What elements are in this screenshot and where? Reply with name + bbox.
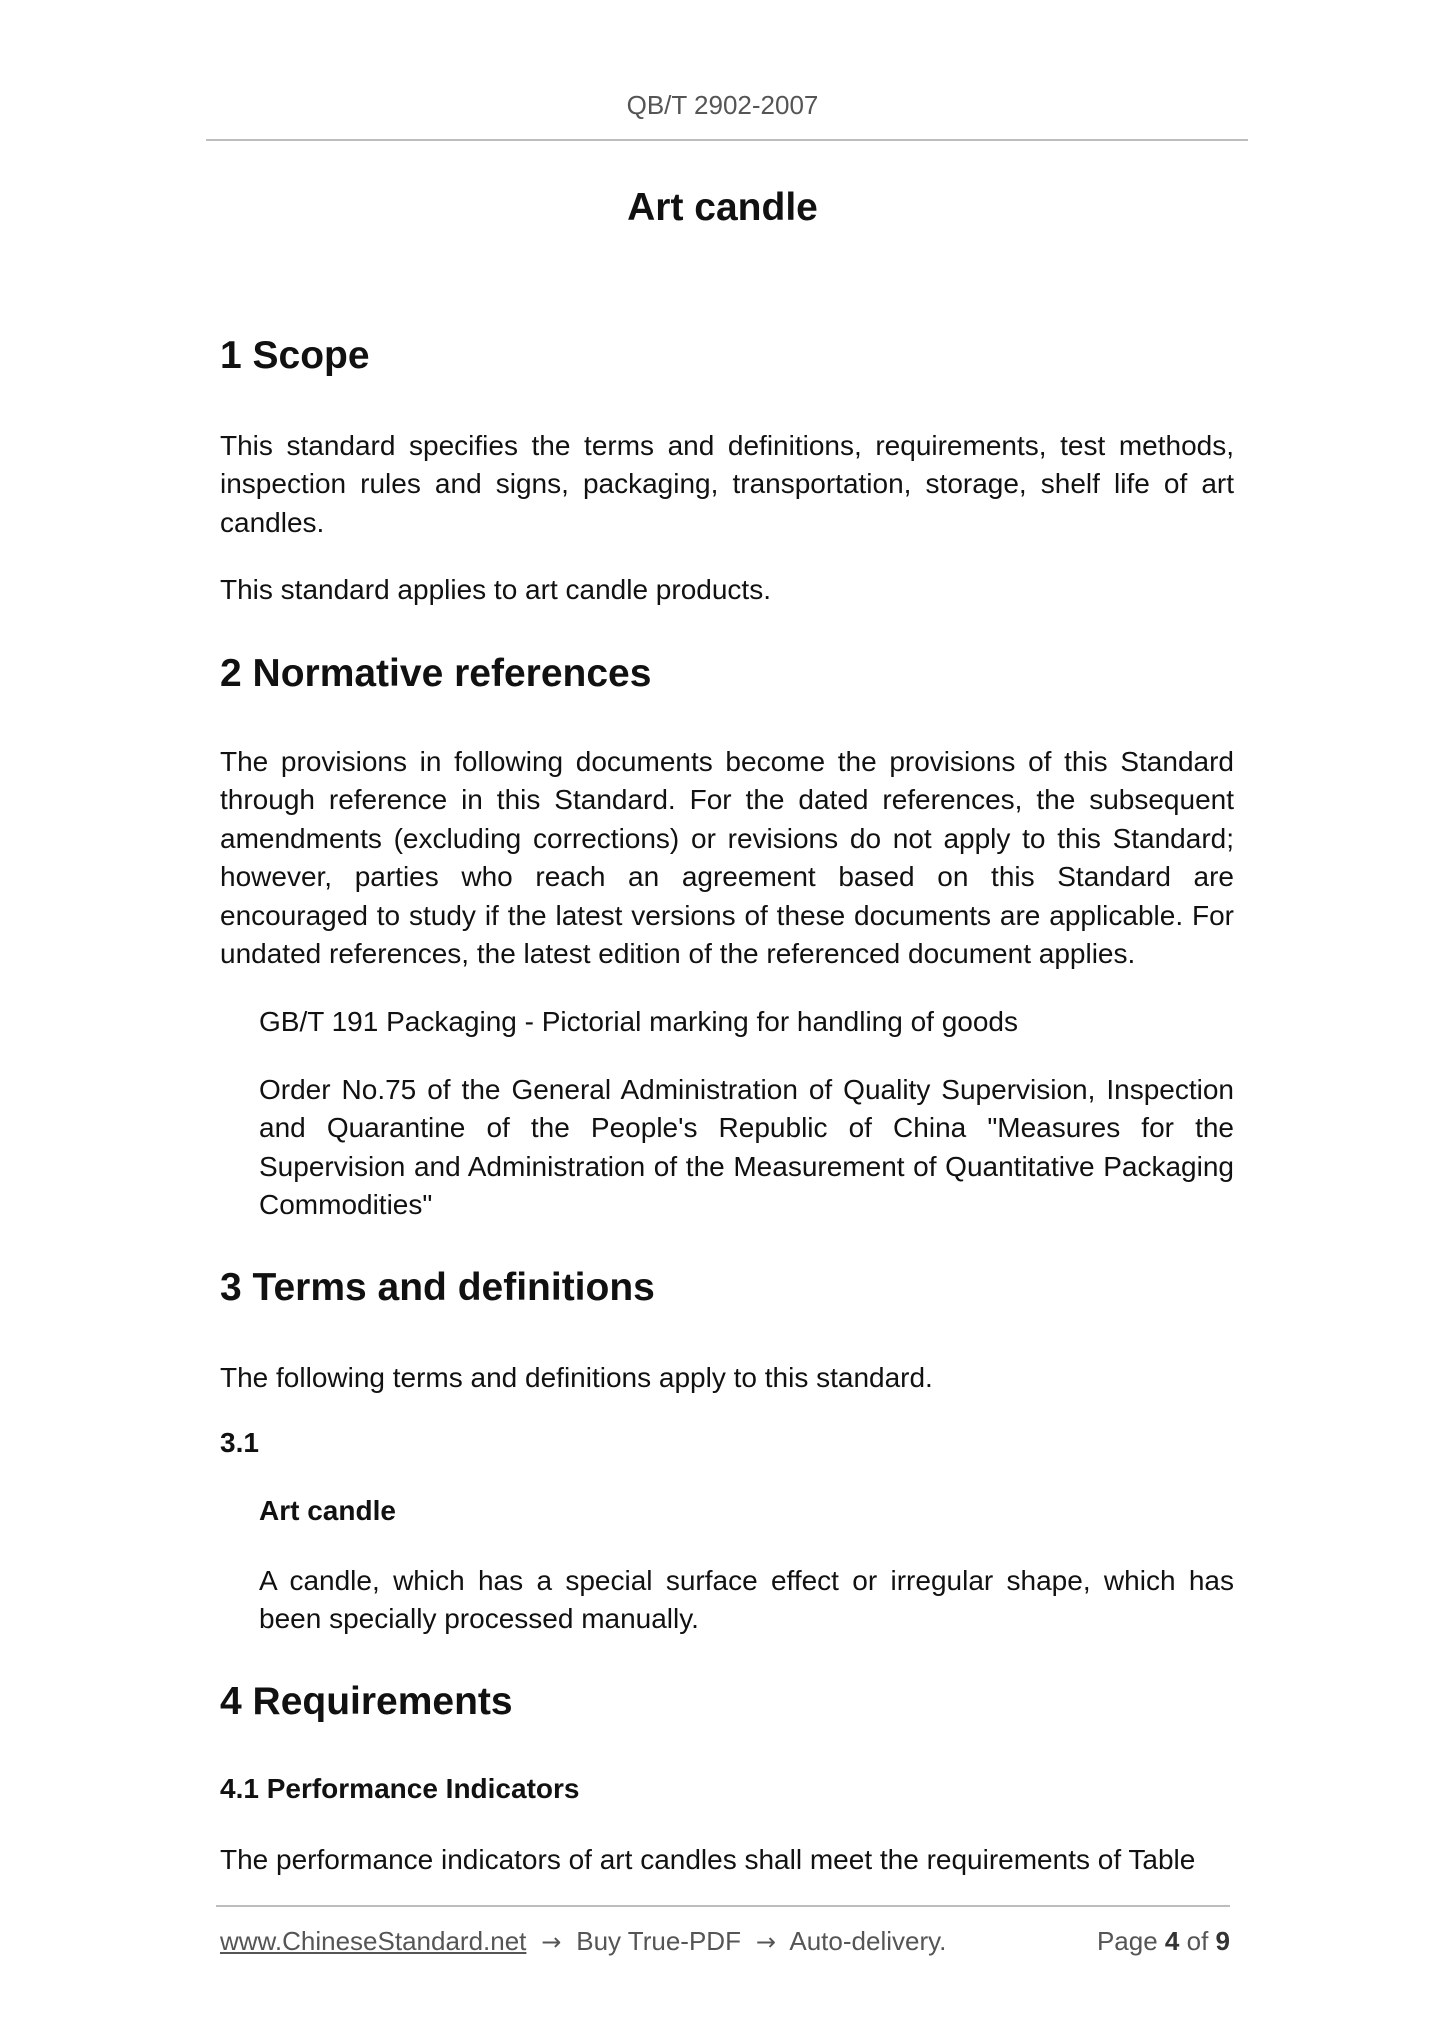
subsection-4-1-heading: 4.1 Performance Indicators	[220, 1773, 580, 1804]
page-footer	[220, 1926, 1230, 1957]
term-definition: A candle, which has a special surface effect or irregular shape, which has been specially processed manually.	[259, 1565, 1234, 1635]
footer-delivery-text: Auto-delivery.	[789, 1926, 947, 1956]
scope-paragraph-1: This standard specifies the terms and definitions, requirements, test methods, inspection rules and signs, packaging, transportation, storage, shelf life of art candles.	[220, 430, 1234, 538]
arrow-right-icon: →	[533, 1928, 570, 1956]
page-label: Page	[1096, 1926, 1158, 1956]
page-header-code: QB/T 2902-2007	[626, 90, 819, 120]
normative-reference-1: GB/T 191 Packaging - Pictorial marking for handling of goods	[259, 1006, 1019, 1037]
clause-number-3-1: 3.1	[220, 1427, 259, 1458]
section-1-heading: 1 Scope	[220, 334, 370, 377]
section-2-heading: 2 Normative references	[220, 652, 652, 695]
terms-paragraph: The following terms and definitions apply to this standard.	[220, 1362, 933, 1393]
normative-reference-2: Order No.75 of the General Administration of Quality Supervision, Inspection and Quarantine of the People's Republic of China "Measures for the Supervision and Administration of the Measurement of Quantitative Packaging Commodities"	[259, 1074, 1234, 1221]
footer-buy-text: Buy True-PDF	[576, 1926, 741, 1956]
page-total: 9	[1215, 1926, 1230, 1956]
document-title: Art candle	[627, 186, 818, 229]
of-label: of	[1186, 1926, 1209, 1956]
header-divider	[206, 139, 1248, 141]
page-indicator	[1097, 1926, 1230, 1957]
section-4-heading: 4 Requirements	[220, 1680, 513, 1723]
requirements-paragraph: The performance indicators of art candles shall meet the requirements of Table	[220, 1844, 1196, 1875]
scope-paragraph-2: This standard applies to art candle products.	[220, 574, 771, 605]
normative-paragraph: The provisions in following documents become the provisions of this Standard through reference in this Standard. For the dated references, the subsequent amendments (excluding corrections) or revisions do not apply to this Standard; however, parties who reach an agreement based on this Standard are encouraged to study if the latest versions of these documents are applicable. For undated references, the latest edition of the referenced document applies.	[220, 746, 1234, 970]
page-current: 4	[1164, 1926, 1180, 1956]
footer-website-link[interactable]: www.ChineseStandard.net	[220, 1926, 527, 1956]
arrow-right-icon: →	[748, 1928, 784, 1956]
term-name: Art candle	[259, 1495, 396, 1526]
section-3-heading: 3 Terms and definitions	[220, 1266, 655, 1309]
footer-divider	[216, 1905, 1230, 1907]
